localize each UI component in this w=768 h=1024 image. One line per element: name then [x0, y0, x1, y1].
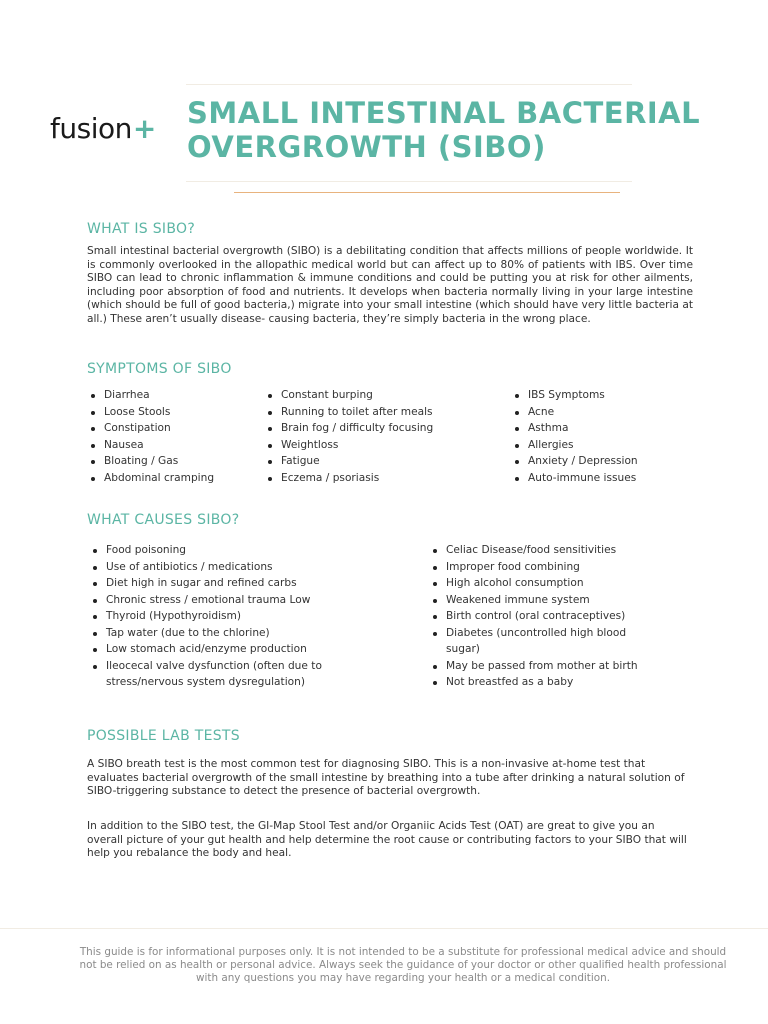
list-item: IBS Symptoms [512, 387, 712, 404]
list-item: Low stomach acid/enzyme production [90, 641, 350, 658]
list-item: May be passed from mother at birth [430, 658, 670, 675]
list-item: Diarrhea [88, 387, 258, 404]
what-is-sibo-text: Small intestinal bacterial overgrowth (SIBO) is a debilitating condition that affects millions of people worldwide. It is commonly overlooked in the allopathic medical world but can affect up to 80% of patients with IBS. Over time SIBO can lead to chronic inflammation & immune conditions and could be putting you at risk for other ailments, including poor absorption of food and nutrients. It develops when bacteria normally living in your large intestine (which should be full of good bacteria,) migrate into your small intestine (which should have very little bacteria at all.) These aren’t usually disease- causing bacteria, they’re simply bacteria in the wrong place. [87, 245, 693, 325]
list-item: Constant burping [265, 387, 485, 404]
header-bottom-rule [186, 181, 632, 182]
what-is-sibo-heading: WHAT IS SIBO? [87, 221, 196, 237]
list-item: Anxiety / Depression [512, 453, 712, 470]
list-item: Diabetes (uncontrolled high blood sugar) [430, 625, 661, 658]
list-item: Running to toilet after meals [265, 404, 485, 421]
list-item: Nausea [88, 437, 258, 454]
symptoms-list-col-3 [512, 387, 712, 486]
list-item: High alcohol consumption [430, 575, 670, 592]
list-item: Weakened immune system [430, 592, 670, 609]
list-item: Eczema / psoriasis [265, 470, 485, 487]
footer-rule [0, 928, 768, 929]
list-item: Chronic stress / emotional trauma Low [90, 592, 350, 609]
footer-disclaimer: This guide is for informational purposes only. It is not intended to be a substitute for professional medical advice and should not be relied on as health or personal advice. Always seek the guidance of your doctor or other qualified health professional with any questions you may have regarding your health or a medical condition. [79, 946, 727, 984]
plus-icon: + [132, 112, 156, 145]
header-top-rule [186, 84, 632, 85]
symptoms-list-col-1 [88, 387, 258, 486]
list-item: Acne [512, 404, 712, 421]
list-item: Food poisoning [90, 542, 350, 559]
symptoms-list-col-2 [265, 387, 485, 486]
symptoms-heading: SYMPTOMS OF SIBO [87, 361, 232, 377]
list-item: Asthma [512, 420, 712, 437]
list-item: Diet high in sugar and refined carbs [90, 575, 350, 592]
list-item: Not breastfed as a baby [430, 674, 670, 691]
causes-list-col-1 [90, 542, 350, 691]
lab-tests-heading: POSSIBLE LAB TESTS [87, 728, 240, 744]
causes-heading: WHAT CAUSES SIBO? [87, 512, 240, 528]
list-item: Ileocecal valve dysfunction (often due to stress/nervous system dysregulation) [90, 658, 334, 691]
list-item: Bloating / Gas [88, 453, 258, 470]
causes-list-col-2 [430, 542, 670, 691]
list-item: Weightloss [265, 437, 485, 454]
page-title-line-1: SMALL INTESTINAL BACTERIAL [187, 96, 701, 130]
list-item: Use of antibiotics / medications [90, 559, 350, 576]
list-item: Allergies [512, 437, 712, 454]
list-item: Auto-immune issues [512, 470, 712, 487]
accent-divider [234, 192, 620, 193]
list-item: Fatigue [265, 453, 485, 470]
list-item: Improper food combining [430, 559, 670, 576]
list-item: Tap water (due to the chlorine) [90, 625, 350, 642]
list-item: Constipation [88, 420, 258, 437]
list-item: Loose Stools [88, 404, 258, 421]
list-item: Birth control (oral contraceptives) [430, 608, 670, 625]
list-item: Brain fog / difficulty focusing [265, 420, 485, 437]
page-title [187, 96, 757, 164]
list-item: Celiac Disease/food sensitivities [430, 542, 670, 559]
lab-tests-text-1: A SIBO breath test is the most common test for diagnosing SIBO. This is a non-invasive at-home test that evaluates bacterial overgrowth of the small intestine by breathing into a tube after drinking a natural solution of SIBO-triggering substance to detect the presence of bacterial overgrowth. [87, 758, 685, 798]
list-item: Thyroid (Hypothyroidism) [90, 608, 350, 625]
list-item: Abdominal cramping [88, 470, 258, 487]
lab-tests-text-2: In addition to the SIBO test, the GI-Map Stool Test and/or Organiic Acids Test (OAT) are great to give you an overall picture of your gut health and help determine the root cause or contributing factors to your SIBO that will help you rebalance the body and heal. [87, 820, 687, 860]
logo-text: fusion [50, 112, 132, 145]
fusion-logo [50, 112, 156, 145]
page-title-line-2: OVERGROWTH (SIBO) [187, 130, 546, 164]
